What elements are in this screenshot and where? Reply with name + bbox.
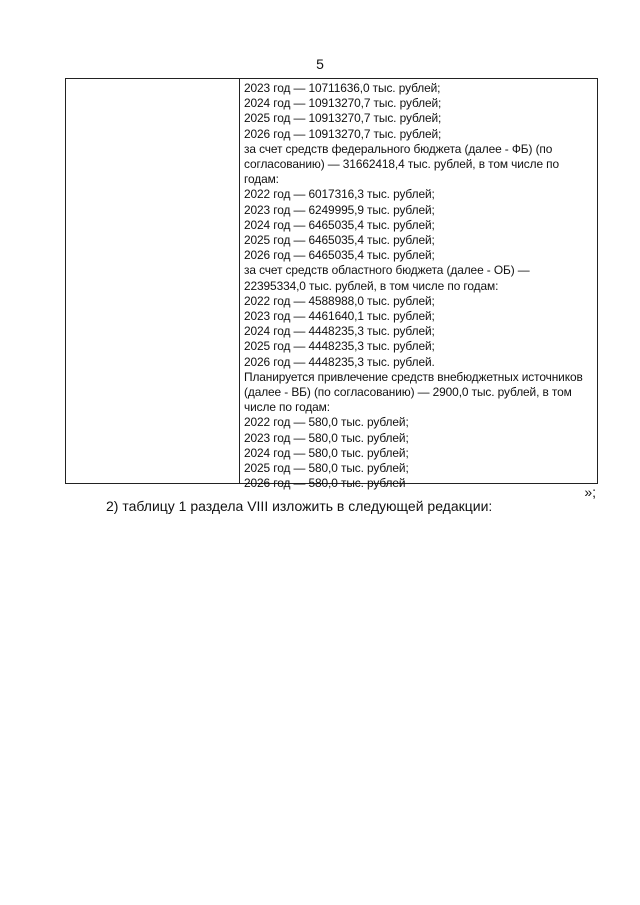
table-left-cell xyxy=(66,79,240,483)
closing-quote-mark: »; xyxy=(584,484,596,500)
budget-line: 2025 год — 6465035,4 тыс. рублей; xyxy=(244,233,435,248)
budget-line: 2024 год — 10913270,7 тыс. рублей; xyxy=(244,96,442,111)
budget-line: 2025 год — 10913270,7 тыс. рублей; xyxy=(244,111,442,126)
budget-line: 2022 год — 4588988,0 тыс. рублей; xyxy=(244,293,435,308)
budget-line: 2025 год — 580,0 тыс. рублей; xyxy=(244,461,409,476)
budget-line: 2022 год — 580,0 тыс. рублей; xyxy=(244,415,409,430)
budget-line: 2026 год — 6465035,4 тыс. рублей; xyxy=(244,248,435,263)
extrabudgetary-paragraph: Планируется привлечение средств внебюджетных источников (далее - ВБ) (по согласованию) — 2900,0 тыс. рублей, в том числе по годам: xyxy=(244,369,583,415)
budget-line: 2023 год — 10711636,0 тыс. рублей; xyxy=(244,81,441,95)
budget-line: 2026 год — 4448235,3 тыс. рублей. xyxy=(244,354,435,369)
federal-budget-paragraph: за счет средств федерального бюджета (далее - ФБ) (по согласованию) — 31662418,4 тыс. рублей, в том числе по годам: xyxy=(244,141,560,187)
budget-line: 2024 год — 580,0 тыс. рублей; xyxy=(244,445,409,460)
table-right-cell xyxy=(240,79,597,491)
budget-line: 2025 год — 4448235,3 тыс. рублей; xyxy=(244,339,435,354)
budget-line: 2022 год — 6017316,3 тыс. рублей; xyxy=(244,187,435,202)
regional-budget-paragraph: за счет средств областного бюджета (далее - ОБ) — 22395334,0 тыс. рублей, в том числе по годам: xyxy=(244,263,530,293)
budget-line: 2023 год — 4461640,1 тыс. рублей; xyxy=(244,309,435,324)
amendment-instruction: 2) таблицу 1 раздела VIII изложить в следующей редакции: xyxy=(106,498,493,514)
budget-line: 2024 год — 6465035,4 тыс. рублей; xyxy=(244,217,435,232)
budget-line: 2024 год — 4448235,3 тыс. рублей; xyxy=(244,324,435,339)
budget-line: 2023 год — 580,0 тыс. рублей; xyxy=(244,430,409,445)
budget-line: 2023 год — 6249995,9 тыс. рублей; xyxy=(244,202,435,217)
page-number: 5 xyxy=(316,56,324,72)
budget-line: 2026 год — 580,0 тыс. рублей xyxy=(244,476,406,491)
budget-table xyxy=(65,78,598,491)
budget-line: 2026 год — 10913270,7 тыс. рублей; xyxy=(244,126,442,141)
